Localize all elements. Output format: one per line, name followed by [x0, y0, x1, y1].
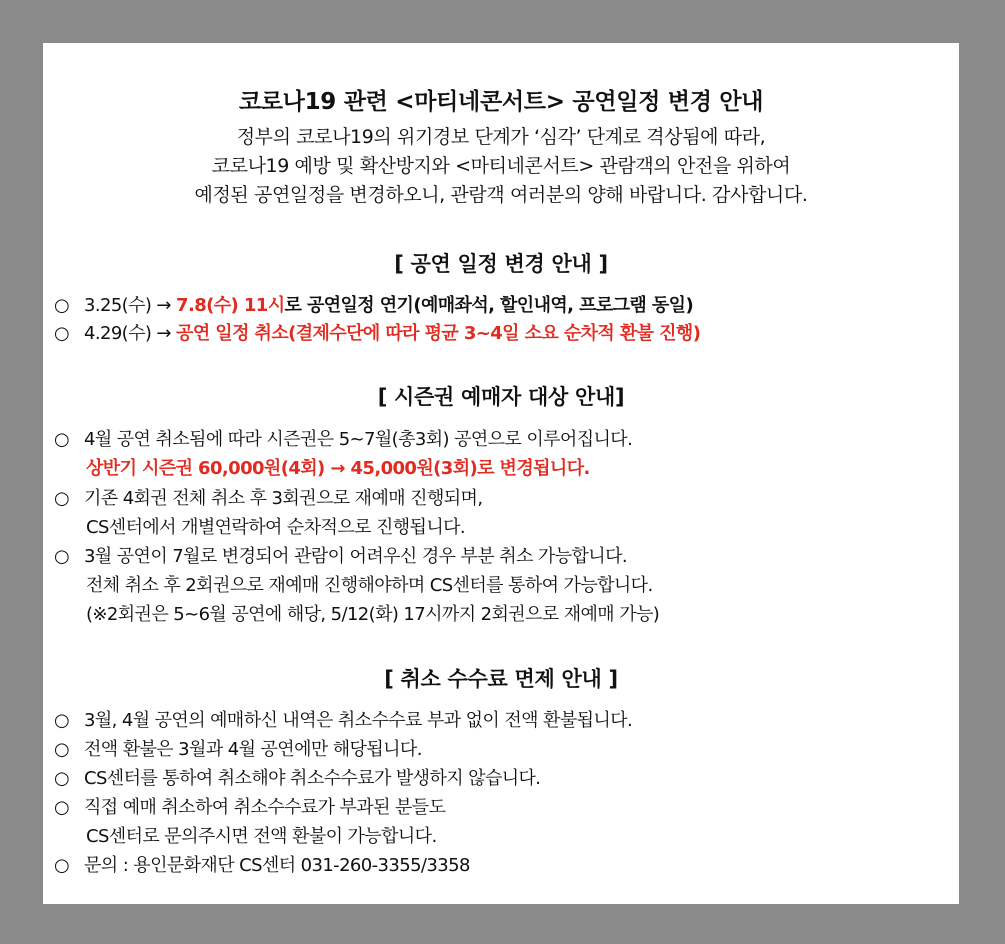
circle-bullet-icon: ○: [54, 295, 70, 316]
season-item: [54, 543, 627, 571]
original-date: 3.25(수) →: [84, 295, 171, 316]
season-item-text: 4월 공연 취소됨에 따라 시즌권은 5~7월(총3회) 공연으로 이루어집니다.: [84, 429, 633, 450]
contact-item: [54, 852, 470, 880]
circle-bullet-icon: ○: [54, 488, 70, 509]
circle-bullet-icon: ○: [54, 855, 70, 876]
circle-bullet-icon: ○: [54, 739, 70, 760]
circle-bullet-icon: ○: [54, 429, 70, 450]
fee-item-text: 3월, 4월 공연의 예매하신 내역은 취소수수료 부과 없이 전액 환불됩니다.: [84, 710, 633, 731]
notice-title: 코로나19 관련 <마티네콘서트> 공연일정 변경 안내: [238, 89, 764, 115]
circle-bullet-icon: ○: [54, 323, 70, 344]
contact-text: 문의 : 용인문화재단 CS센터 031-260-3355/3358: [84, 855, 470, 876]
intro-paragraph: [43, 123, 959, 210]
season-item: [54, 426, 632, 454]
notice-panel: [43, 43, 959, 904]
fee-item-text: CS센터를 통하여 취소해야 취소수수료가 발생하지 않습니다.: [84, 768, 541, 789]
season-heading: [ 시즌권 예매자 대상 안내]: [377, 385, 625, 409]
season-item-note: (※2회권은 5~6월 공연에 해당, 5/12(화) 17시까지 2회권으로 재예매 가능): [86, 604, 660, 625]
fee-item-text: 직접 예매 취소하여 취소수수료가 부과된 분들도: [84, 797, 446, 818]
circle-bullet-icon: ○: [54, 546, 70, 567]
fee-item: [54, 736, 422, 764]
season-price-change: 상반기 시즌권 60,000원(4회) → 45,000원(3회)로 변경됩니다.: [86, 458, 590, 479]
season-item-text: 3월 공연이 7월로 변경되어 관람이 어려우신 경우 부분 취소 가능합니다.: [84, 546, 627, 567]
circle-bullet-icon: ○: [54, 710, 70, 731]
season-item: [54, 485, 482, 513]
intro-line: 코로나19 예방 및 확산방지와 <마티네콘서트> 관람객의 안전을 위하여: [211, 155, 791, 177]
schedule-heading: [ 공연 일정 변경 안내 ]: [394, 252, 608, 276]
intro-line: 정부의 코로나19의 위기경보 단계가 ‘심각’ 단계로 격상됨에 따라,: [236, 126, 766, 148]
original-date: 4.29(수) →: [84, 323, 171, 344]
fee-heading: [ 취소 수수료 면제 안내 ]: [384, 667, 618, 691]
circle-bullet-icon: ○: [54, 797, 70, 818]
fee-item: [54, 794, 445, 822]
season-item-text: 기존 4회권 전체 취소 후 3회권으로 재예매 진행되며,: [84, 488, 483, 509]
season-item-cont: CS센터에서 개별연락하여 순차적으로 진행됩니다.: [86, 517, 466, 538]
fee-item-text: 전액 환불은 3월과 4월 공연에만 해당됩니다.: [84, 739, 422, 760]
schedule-item-postpone: [54, 292, 693, 320]
fee-item: [54, 765, 540, 793]
fee-item: [54, 707, 632, 735]
season-item-cont: 전체 취소 후 2회권으로 재예매 진행해야하며 CS센터를 통하여 가능합니다.: [86, 575, 653, 596]
postpone-detail: 로 공연일정 연기(예매좌석, 할인내역, 프로그램 동일): [284, 295, 694, 316]
circle-bullet-icon: ○: [54, 768, 70, 789]
fee-item-cont: CS센터로 문의주시면 전액 환불이 가능합니다.: [86, 826, 437, 847]
cancel-detail: 공연 일정 취소(결제수단에 따라 평균 3~4일 소요 순차적 환불 진행): [176, 323, 701, 344]
schedule-item-cancel: [54, 320, 700, 348]
new-date: 7.8(수) 11시: [176, 295, 285, 316]
intro-line: 예정된 공연일정을 변경하오니, 관람객 여러분의 양해 바랍니다. 감사합니다.: [194, 184, 808, 206]
